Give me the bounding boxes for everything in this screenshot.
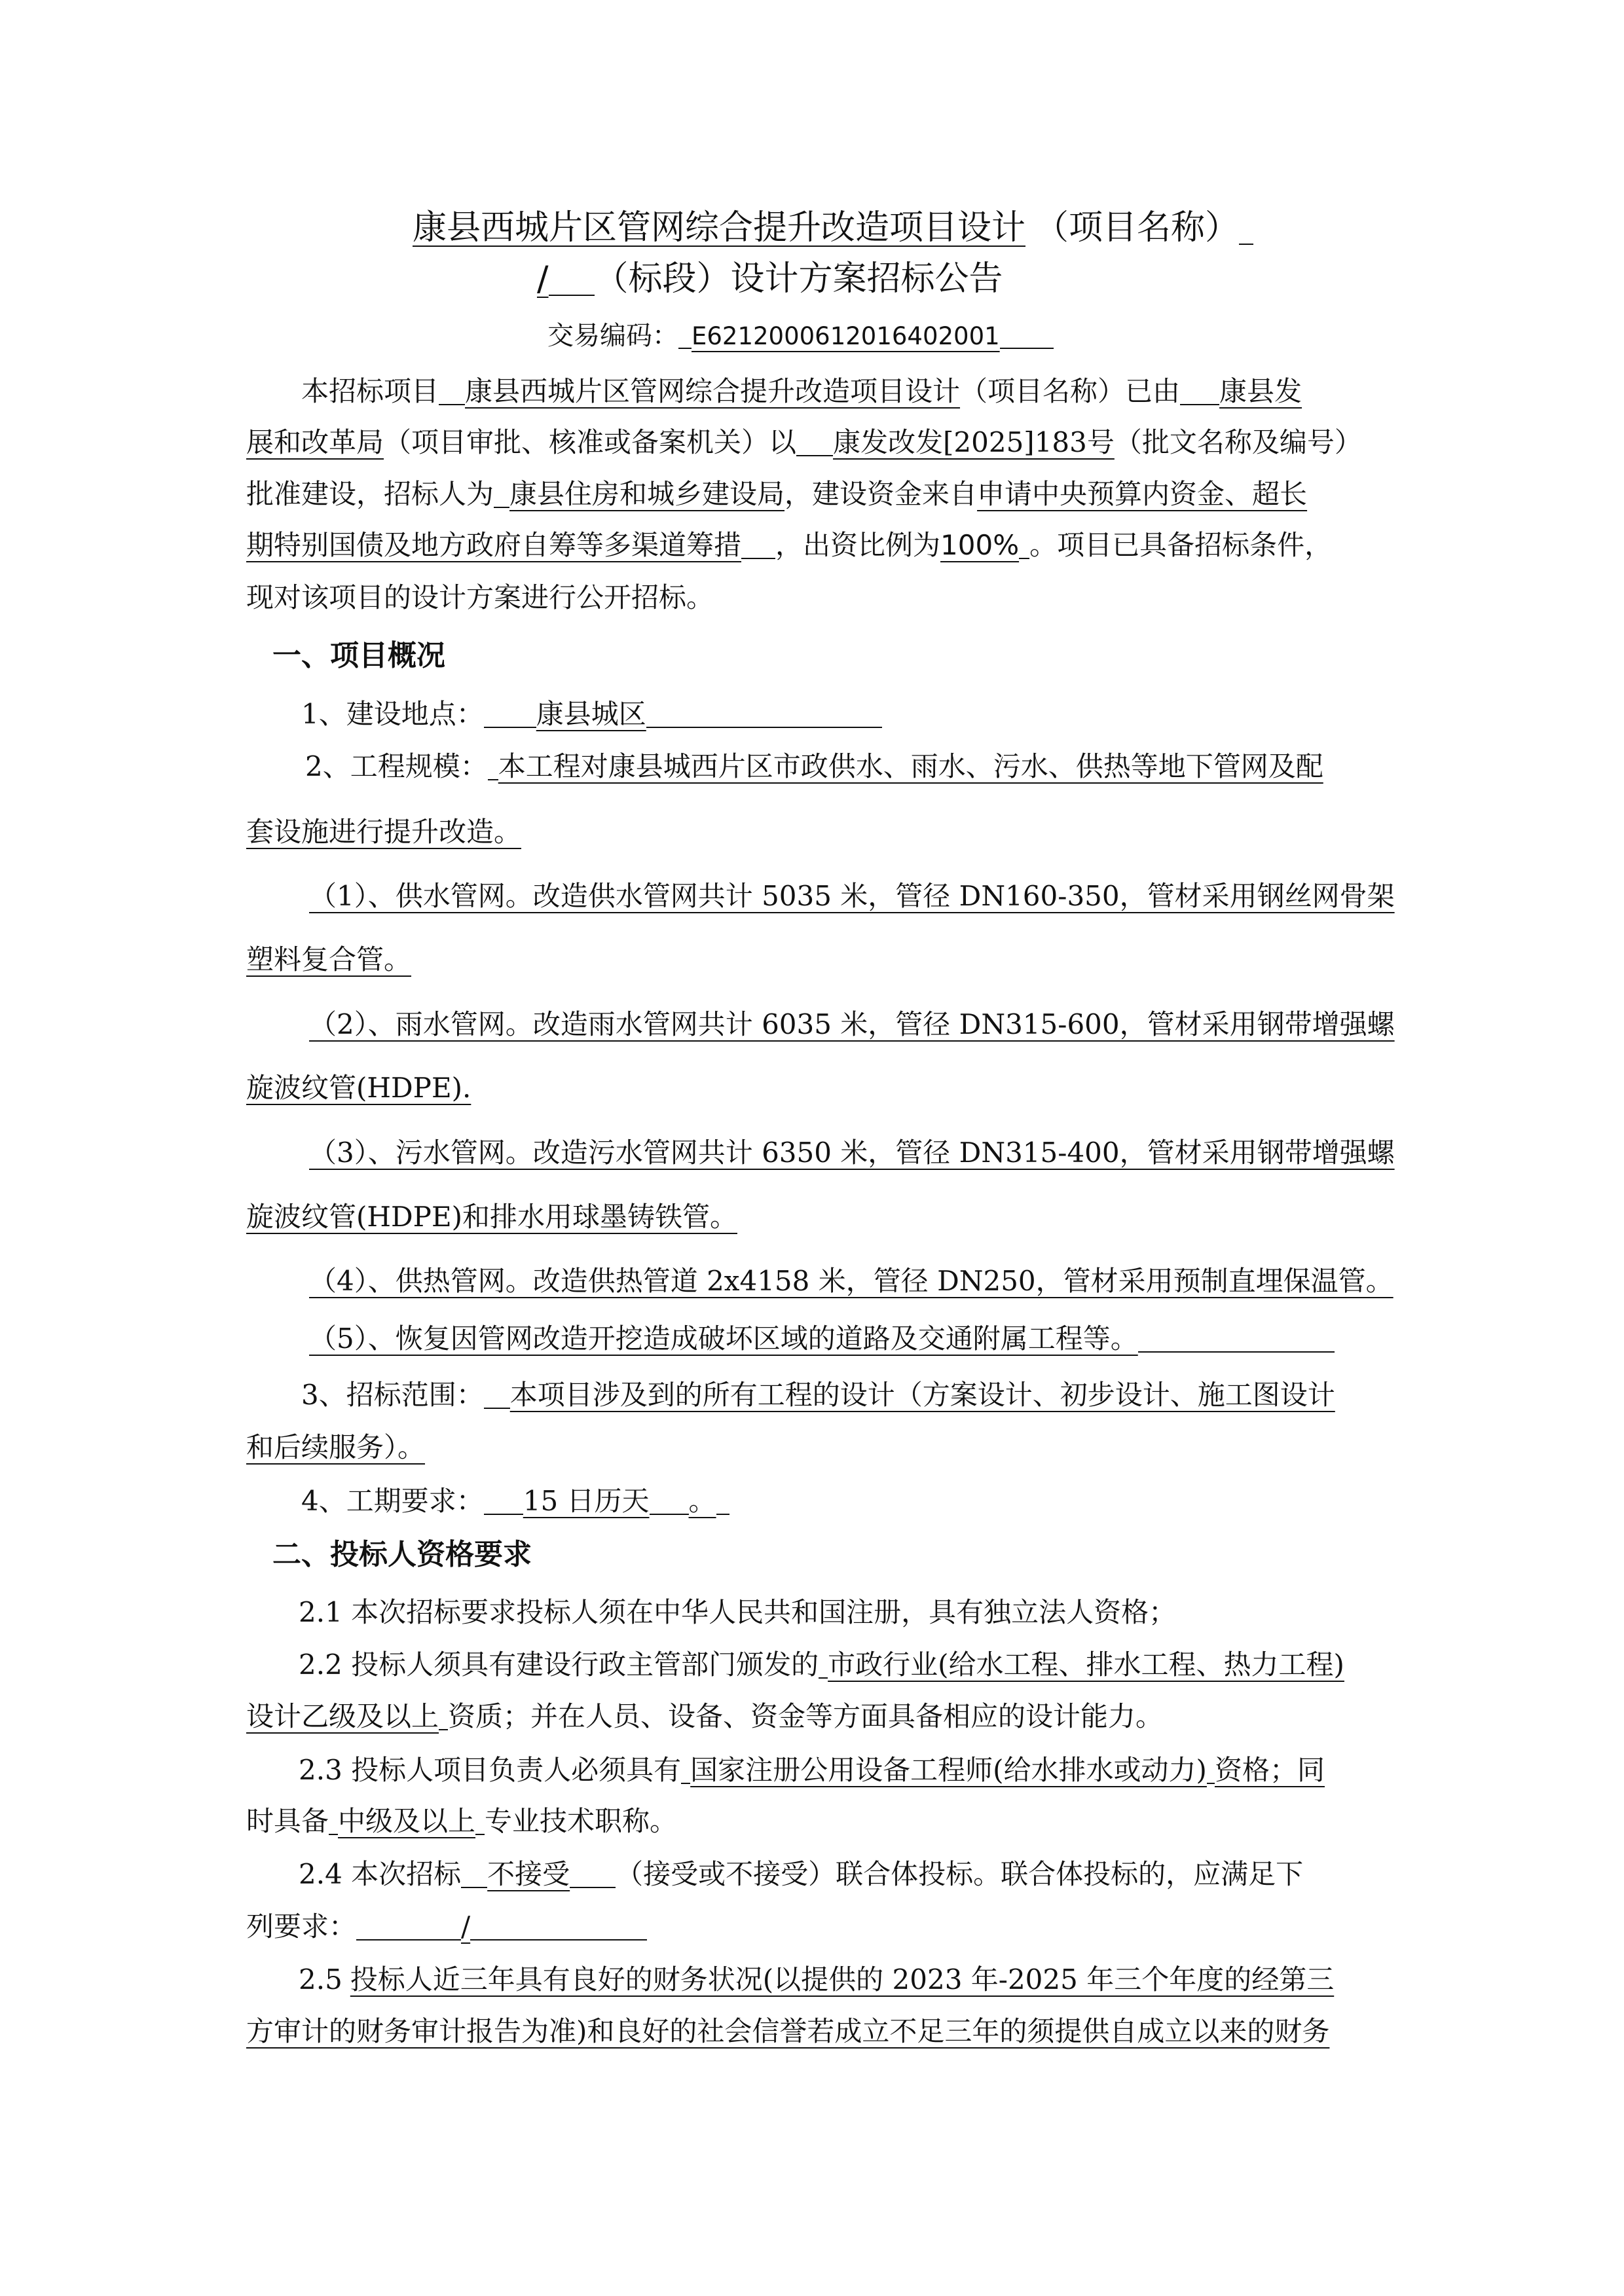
- section-1-heading: 一、项目概况: [272, 639, 445, 672]
- transaction-code-value: E6212000612016402001: [692, 322, 1000, 350]
- title-line-1: [413, 208, 1253, 247]
- intro-fund-source: 申请中央预算内资金、超长: [977, 478, 1308, 510]
- intro-line-5: 现对该项目的设计方案进行公开招标。: [246, 581, 714, 613]
- qualification-2-1: 2.1 本次招标要求投标人须在中华人民共和国注册，具有独立法人资格；: [299, 1596, 1177, 1628]
- intro-line-1: 本招标项目 康县西城片区管网综合提升改造项目设计（项目名称）已由 康县发: [301, 375, 1302, 407]
- intro-line-4: 期特别国债及地方政府自筹等多渠道筹措 ，出资比例为100% 。项目已具备招标条件，: [246, 529, 1333, 561]
- item-3-line-2: 旋波纹管(HDPE)和排水用球墨铸铁管。: [246, 1201, 737, 1233]
- period-value: 15 日历天: [523, 1485, 650, 1517]
- item-2-line-1: （2）、雨水管网。改造雨水管网共计 6035 米，管径 DN315-600，管材采用钢带增强螺: [309, 1008, 1395, 1040]
- intro-project-name: 康县西城片区管网综合提升改造项目设计: [465, 375, 961, 407]
- period-line: 4、工期要求： 15 日历天 。: [301, 1487, 729, 1515]
- transaction-code: [547, 323, 1054, 349]
- consortium-value: 不接受: [487, 1858, 570, 1890]
- section-2-heading: 二、投标人资格要求: [272, 1538, 532, 1571]
- item-4-line: （4）、供热管网。改造供热管道 2x4158 米，管径 DN250，管材采用预制直埋保温管。: [309, 1265, 1393, 1297]
- qualification-2-3-line-2: 时具备 中级及以上 专业技术职称。: [246, 1805, 678, 1837]
- qualification-2-4-line-2: 列要求： /: [246, 1913, 647, 1941]
- qualification-2-4-line-1: 2.4 本次招标 不接受 （接受或不接受）联合体投标。联合体投标的，应满足下: [299, 1858, 1304, 1890]
- title-suffix: （项目名称）: [1035, 208, 1240, 247]
- scale-line-1: 2、工程规模： 本工程对康县城西片区市政供水、雨水、污水、供热等地下管网及配: [305, 750, 1323, 782]
- item-3-line-1: （3）、污水管网。改造污水管网共计 6350 米，管径 DN315-400，管材采用钢带增强螺: [309, 1137, 1395, 1169]
- title-project-name: 康县西城片区管网综合提升改造项目设计: [413, 208, 1026, 247]
- title-section: /: [537, 259, 549, 299]
- intro-doc-number: 康发改发[2025]183号: [833, 426, 1115, 458]
- qualification-2-5-line-2: 方审计的财务审计报告为准)和良好的社会信誉若成立不足三年的须提供自成立以来的财务: [246, 2015, 1330, 2047]
- item-2-line-2: 旋波纹管(HDPE).: [246, 1072, 471, 1104]
- item-1-line-2: 塑料复合管。: [246, 943, 412, 975]
- intro-line-2: 展和改革局（项目审批、核准或备案机关）以 康发改发[2025]183号（批文名称及编号）: [246, 426, 1362, 458]
- intro-tenderer: 康县住房和城乡建设局: [509, 478, 785, 510]
- qualification-2-3-line-1: 2.3 投标人项目负责人必须具有 国家注册公用设备工程师(给水排水或动力) 资格；同: [299, 1754, 1325, 1786]
- range-line-2: 和后续服务）。: [246, 1431, 426, 1463]
- item-5-line: （5）、恢复因管网改造开挖造成破坏区域的道路及交通附属工程等。: [309, 1325, 1335, 1353]
- intro-line-3: 批准建设，招标人为 康县住房和城乡建设局，建设资金来自申请中央预算内资金、超长: [246, 478, 1308, 510]
- intro-ratio: 100%: [940, 529, 1020, 561]
- range-line-1: 3、招标范围： 本项目涉及到的所有工程的设计（方案设计、初步设计、施工图设计: [301, 1379, 1335, 1411]
- intro-approver: 康县发: [1219, 375, 1302, 407]
- scale-line-2: 套设施进行提升改造。: [246, 816, 522, 848]
- qualification-2-5-line-1: 2.5 投标人近三年具有良好的财务状况(以提供的 2023 年-2025 年三个年度的经第三: [299, 1963, 1335, 1995]
- location-value: 康县城区: [536, 698, 646, 730]
- title-line-2-text: （标段）设计方案招标公告: [594, 259, 1003, 299]
- title-line-2: [537, 259, 1003, 299]
- qualification-2-2-line-2: 设计乙级及以上 资质；并在人员、设备、资金等方面具备相应的设计能力。: [246, 1700, 1164, 1732]
- item-1-line-1: （1）、供水管网。改造供水管网共计 5035 米，管径 DN160-350，管材采用钢丝网骨架: [309, 880, 1395, 912]
- transaction-code-label: 交易编码：: [547, 321, 678, 351]
- location-line: 1、建设地点： 康县城区: [301, 701, 882, 728]
- qualification-2-2-line-1: 2.2 投标人须具有建设行政主管部门颁发的 市政行业(给水工程、排水工程、热力工程): [299, 1649, 1344, 1681]
